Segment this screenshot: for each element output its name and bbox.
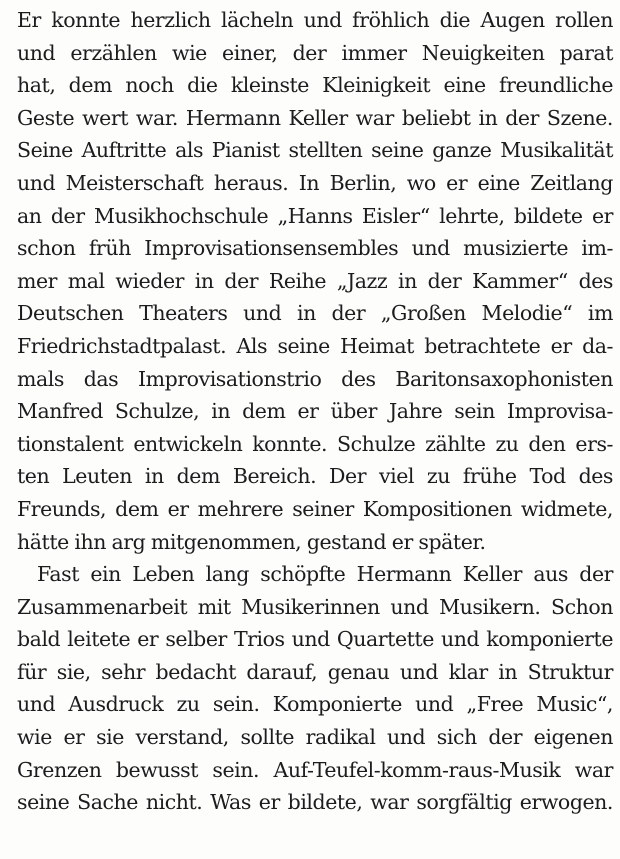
text-line: für sie, sehr bedacht darauf, genau und klar in Struktur bbox=[17, 659, 613, 684]
text-line: Friedrichstadtpalast. Als seine Heimat betrachtete er da- bbox=[17, 333, 613, 358]
text-line: mals das Improvisationstrio des Baritonsaxophonisten bbox=[17, 366, 613, 391]
paragraph-1 bbox=[17, 4, 613, 558]
text-line: Deutschen Theaters und in der „Großen Melodie“ im bbox=[17, 301, 613, 326]
text-line: Grenzen bewusst sein. Auf-Teufel-komm-raus-Musik war bbox=[17, 757, 613, 782]
text-line: mer mal wieder in der Reihe „Jazz in der Kammer“ des bbox=[17, 268, 613, 293]
text-line: schon früh Improvisationsensembles und musizierte im- bbox=[17, 236, 613, 261]
text-line: Freunds, dem er mehrere seiner Kompositionen widmete, bbox=[17, 496, 613, 521]
text-line: wie er sie verstand, sollte radikal und sich der eigenen bbox=[17, 725, 613, 750]
text-line: Manfred Schulze, in dem er über Jahre sein Improvisa- bbox=[17, 399, 613, 424]
text-line: Er konnte herzlich lächeln und fröhlich die Augen rollen bbox=[17, 8, 613, 32]
text-line: ten Leuten in dem Bereich. Der viel zu frühe Tod des bbox=[17, 464, 613, 489]
text-line: und erzählen wie einer, der immer Neuigkeiten parat bbox=[17, 40, 613, 65]
text-line: bald leitete er selber Trios und Quartette und komponierte bbox=[17, 627, 613, 652]
text-line: und Ausdruck zu sein. Komponierte und „Free Music“, bbox=[17, 692, 613, 717]
text-line: Seine Auftritte als Pianist stellten seine ganze Musikalität bbox=[17, 138, 613, 163]
text-line: seine Sache nicht. Was er bildete, war sorgfältig erwogen. bbox=[17, 790, 613, 815]
body-text bbox=[17, 4, 613, 819]
text-line: an der Musikhochschule „Hanns Eisler“ lehrte, bildete er bbox=[17, 203, 613, 228]
text-line: Geste wert war. Hermann Keller war beliebt in der Szene. bbox=[17, 105, 613, 130]
text-line: und Meisterschaft heraus. In Berlin, wo er eine Zeitlang bbox=[17, 170, 613, 195]
text-line: Fast ein Leben lang schöpfte Hermann Keller aus der bbox=[37, 562, 613, 587]
paragraph-2 bbox=[17, 558, 613, 819]
text-line: tionstalent entwickeln konnte. Schulze zählte zu den ers- bbox=[17, 431, 613, 456]
text-line: Zusammenarbeit mit Musikerinnen und Musikern. Schon bbox=[17, 594, 613, 619]
text-line: hat, dem noch die kleinste Kleinigkeit eine freundliche bbox=[17, 73, 613, 98]
text-line: hätte ihn arg mitgenommen, gestand er später. bbox=[17, 529, 486, 554]
